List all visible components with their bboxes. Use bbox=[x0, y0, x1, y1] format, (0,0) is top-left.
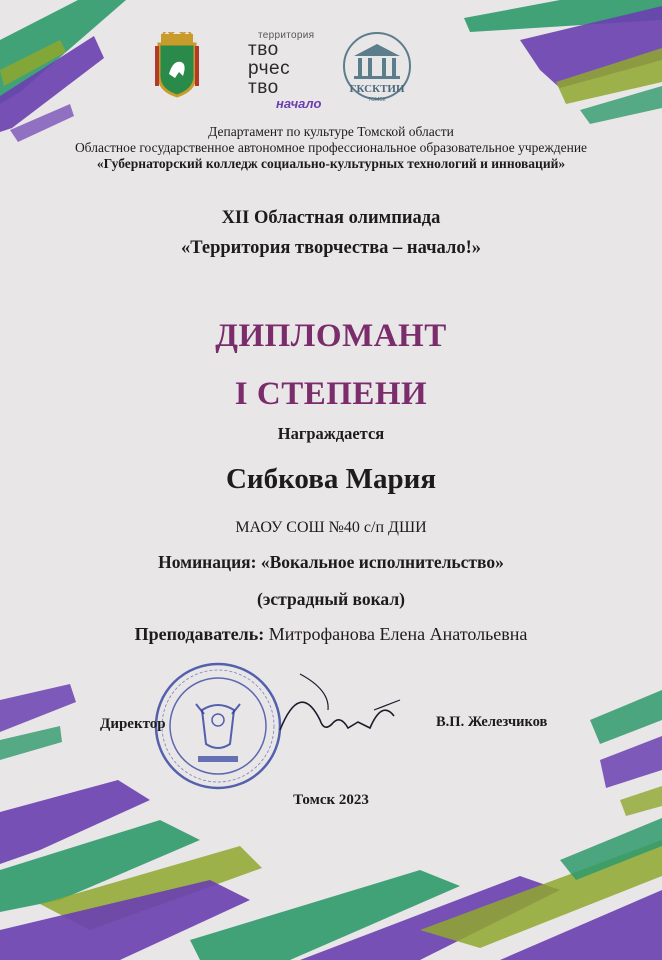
olympiad-name: «Территория творчества – начало!» bbox=[180, 238, 481, 258]
tomsk-coat-of-arms-icon bbox=[153, 32, 201, 98]
stroke-purple-mid-left bbox=[0, 684, 76, 732]
logo-script-text: начало bbox=[276, 96, 322, 111]
award-label: Награждается bbox=[277, 424, 385, 443]
teacher-line bbox=[0, 624, 662, 645]
college-logo bbox=[334, 32, 420, 104]
logo-small-text: территория bbox=[258, 30, 315, 41]
teacher-name: Митрофанова Елена Анатольевна bbox=[268, 624, 528, 644]
director-name: В.П. Железчиков bbox=[436, 714, 548, 730]
diploma-title: ДИПЛОМАНТ bbox=[215, 318, 447, 354]
college-abbr: ГКСКТИИ bbox=[349, 83, 405, 95]
department-line-1: Департамент по культуре Томской области bbox=[208, 124, 454, 139]
department-line-3: «Губернаторский колледж социально-культурных технологий и инноваций» bbox=[96, 156, 566, 171]
logo-line-3: тво bbox=[248, 77, 279, 98]
college-city: ТОМСК bbox=[368, 97, 386, 103]
nomination-genre: (эстрадный вокал) bbox=[257, 589, 405, 609]
department-line-2: Областное государственное автономное профессиональное образовательное учреждение bbox=[74, 140, 588, 155]
diploma-degree: I СТЕПЕНИ bbox=[234, 376, 428, 412]
official-stamp-icon bbox=[152, 660, 284, 792]
stroke-green-mid-left bbox=[0, 726, 62, 760]
logo-line-1: тво bbox=[248, 39, 279, 60]
logo-line-2: рчес bbox=[248, 58, 291, 79]
department-header bbox=[0, 124, 662, 172]
diploma-title-block bbox=[0, 307, 662, 423]
city-year: Томск 2023 bbox=[293, 792, 369, 808]
stroke-purple-mid-right bbox=[600, 736, 662, 788]
olympiad-heading bbox=[0, 203, 662, 263]
stroke-green-mid-right bbox=[590, 690, 662, 744]
recipient-name: Сибкова Мария bbox=[225, 463, 437, 495]
olympiad-title: XII Областная олимпиада bbox=[221, 208, 441, 228]
school-name: МАОУ СОШ №40 с/п ДШИ bbox=[235, 519, 427, 536]
nomination: Номинация: «Вокальное исполнительство» bbox=[158, 552, 504, 572]
director-signature-icon bbox=[270, 670, 410, 750]
director-label: Директор bbox=[100, 716, 166, 732]
territory-of-creativity-logo bbox=[240, 30, 320, 112]
header-logos bbox=[0, 30, 662, 110]
teacher-label: Преподаватель: bbox=[134, 624, 265, 644]
